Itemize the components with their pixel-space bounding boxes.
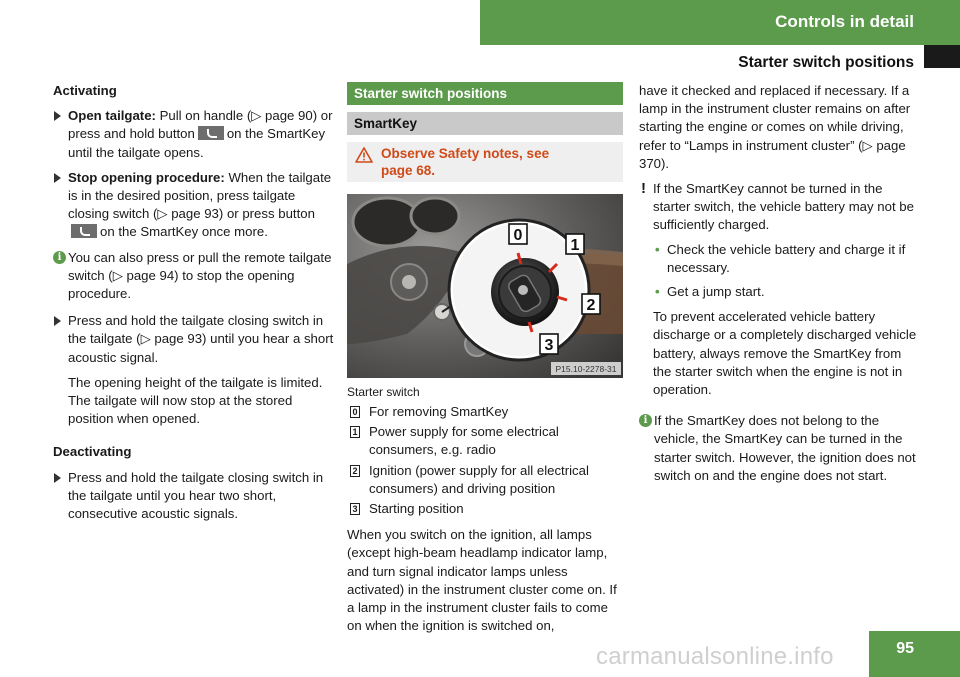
column-right — [639, 82, 921, 494]
battery-note-text: If the SmartKey cannot be turned in the starter switch, the vehicle battery may not be sufficiently charged. — [653, 181, 914, 233]
info-icon: i — [639, 414, 652, 427]
warning-triangle-icon — [355, 147, 373, 163]
step-deactivate — [53, 469, 335, 524]
starter-switch-photo — [347, 194, 623, 378]
press-hold-text: Press and hold the tailgate closing switch in the tailgate (▷ page 93) until you hear a short acoustic signal. — [68, 313, 334, 365]
open-tailgate-text-b: on the SmartKey until the tailgate opens. — [68, 126, 326, 160]
page-number: 95 — [869, 631, 960, 677]
bullet-icon: • — [655, 284, 660, 300]
arrow-right-icon — [54, 473, 61, 483]
bullet-icon: • — [655, 241, 660, 257]
tailgate-key-button-icon — [71, 224, 97, 238]
photo-caption: Starter switch — [347, 385, 420, 399]
info-note-foreign-key — [639, 412, 921, 485]
ignition-paragraph: When you switch on the ignition, all lamps (except high-beam headlamp indicator lamp, and turn signal indicator lamps unless activated) in the instrument cluster come on. If a lamp in the instrument cluster fails to come on when the ignition is switched on, — [347, 527, 617, 634]
stop-opening-text-b: on the SmartKey once more. — [100, 224, 268, 240]
position-text: Ignition (power supply for all electrical consumers) and driving position — [369, 462, 589, 496]
step-press-hold — [53, 312, 335, 367]
bullet-text: Get a jump start. — [667, 284, 765, 300]
position-label-0 — [509, 224, 527, 244]
arrow-right-icon — [54, 173, 61, 183]
arrow-right-icon — [54, 111, 61, 121]
chapter-title: Controls in detail — [775, 12, 914, 32]
stop-opening-label: Stop opening procedure: — [68, 169, 225, 185]
header-marker — [924, 45, 960, 68]
info-text: If the SmartKey does not belong to the vehicle, the SmartKey can be turned in the starter switch. However, the ignition does not switch on and the engine does not start. — [654, 413, 916, 483]
info-note-remote-switch — [53, 249, 335, 304]
tailgate-key-button-icon — [198, 126, 224, 140]
position-number: 3 — [350, 503, 360, 515]
position-number: 2 — [350, 465, 360, 477]
opening-height-note: The opening height of the tailgate is limited. The tailgate will now stop at the stored position when opened. — [68, 374, 323, 427]
position-number: 0 — [350, 406, 360, 418]
prevent-discharge-paragraph: To prevent accelerated vehicle battery discharge or a completely discharged vehicle battery, always remove the SmartKey from the starter switch when the engine is not in operation. — [653, 309, 917, 398]
arrow-right-icon — [54, 316, 61, 326]
photo-code: P15.10-2278-31 — [555, 364, 617, 374]
position-label-1 — [566, 234, 584, 254]
stop-opening-text-a: When the tailgate is in the desired position, press tailgate closing switch (▷ page 93) or press button — [68, 169, 332, 222]
position-row-3 — [347, 500, 623, 518]
position-number: 1 — [350, 426, 360, 438]
position-text: Starting position — [369, 501, 464, 517]
svg-text:1: 1 — [570, 237, 580, 254]
step-stop-opening — [53, 169, 335, 242]
position-text: Power supply for some electrical consumers, e.g. radio — [369, 424, 559, 458]
position-text: For removing SmartKey — [369, 404, 509, 419]
activating-heading: Activating — [53, 83, 117, 98]
bullet-check-battery — [639, 241, 921, 277]
info-icon: i — [53, 251, 66, 264]
position-label-2 — [582, 294, 600, 314]
watermark: carmanualsonline.info — [596, 643, 834, 670]
svg-text:3: 3 — [544, 337, 554, 354]
deactivate-text: Press and hold the tailgate closing switch in the tailgate until you hear two short, consecutive acoustic signals. — [68, 469, 324, 522]
warning-line1: Observe Safety notes, see — [381, 146, 550, 161]
continuation-paragraph: have it checked and replaced if necessary. If a lamp in the instrument cluster remains on after starting the engine or comes on while driving, refer to “Lamps in instrument cluster” (▷ page 370). — [639, 83, 911, 171]
step-open-tailgate — [53, 107, 335, 162]
open-tailgate-text-a: Pull on handle (▷ page 90) or press and hold button — [68, 108, 333, 142]
svg-text:2: 2 — [586, 297, 596, 314]
svg-text:0: 0 — [513, 227, 523, 244]
position-row-1 — [347, 423, 623, 459]
section-header: Starter switch positions — [738, 54, 914, 71]
position-row-0 — [347, 403, 623, 421]
position-label-3 — [540, 334, 558, 354]
warning-line2: page 68. — [381, 163, 436, 178]
battery-note — [639, 180, 921, 235]
deactivating-heading: Deactivating — [53, 444, 132, 460]
chapter-header — [480, 0, 960, 45]
subsection-title-bar: SmartKey — [347, 112, 623, 135]
column-left — [53, 82, 335, 530]
info-text: You can also press or pull the remote tailgate switch (▷ page 94) to stop the opening procedure. — [68, 249, 332, 302]
open-tailgate-label: Open tailgate: — [68, 108, 156, 124]
bullet-jump-start — [639, 283, 921, 301]
position-row-2 — [347, 462, 623, 498]
column-middle — [347, 82, 623, 635]
bullet-text: Check the vehicle battery and charge it if necessary. — [667, 241, 906, 275]
exclamation-icon: ! — [641, 180, 646, 198]
section-title-bar: Starter switch positions — [347, 82, 623, 105]
warning-box — [347, 142, 623, 182]
